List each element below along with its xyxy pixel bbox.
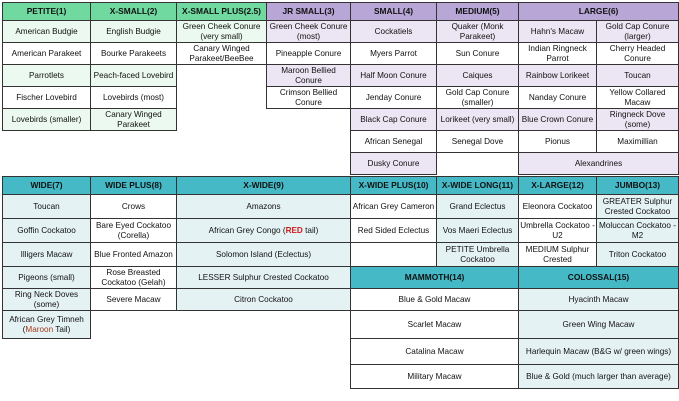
mammoth-cell: Catalina Macaw [351,339,519,365]
empty-cell [177,131,267,153]
empty-cell [91,365,177,389]
small-cell: Myers Parrot [351,43,437,65]
small-cell: Jenday Conure [351,87,437,109]
jr-small-cell: Green Cheek Conure (most) [267,21,351,43]
large-cell: Rainbow Lorikeet [519,65,597,87]
x-large-cell: Eleonora Cockatoo [519,195,597,219]
x-wide-cell: LESSER Sulphur Crested Cockatoo [177,267,351,289]
medium-cell: Caiques [437,65,519,87]
small-cell: African Senegal [351,131,437,153]
wide-plus-cell: Rose Breasted Cockatoo (Gelah) [91,267,177,289]
medium-cell: Sun Conure [437,43,519,65]
empty-cell [91,311,177,339]
large-cell: Toucan [597,65,679,87]
large-cell: Cherry Headed Conure [597,43,679,65]
empty-cell [3,339,91,365]
colossal-cell: Hyacinth Macaw [519,289,679,311]
large-cell: Maximillian [597,131,679,153]
petite-cell: Fischer Lovebird [3,87,91,109]
empty-cell [91,153,177,175]
header-colossal: COLOSSAL(15) [519,267,679,289]
large-cell: Yellow Collared Macaw [597,87,679,109]
header-medium: MEDIUM(5) [437,3,519,21]
maroon-tail-highlight: Maroon [25,324,54,334]
small-cell: Dusky Conure [351,153,437,175]
empty-cell [177,109,267,131]
x-wide-long-cell: Vos Maeri Eclectus [437,219,519,243]
jumbo-cell: Moluccan Cockatoo - M2 [597,219,679,243]
small-cell: Half Moon Conure [351,65,437,87]
empty-cell [3,131,91,153]
bottom-size-table [2,176,679,389]
large-cell: Indian Ringneck Parrot [519,43,597,65]
header-wide-plus: WIDE PLUS(8) [91,177,177,195]
wide-plus-cell: Blue Fronted Amazon [91,243,177,267]
header-jumbo: JUMBO(13) [597,177,679,195]
header-x-small: X-SMALL(2) [91,3,177,21]
colossal-cell: Harlequin Macaw (B&G w/ green wings) [519,339,679,365]
x-wide-cell: Citron Cockatoo [177,289,351,311]
jr-small-cell: Crimson Bellied Conure [267,87,351,109]
wide-plus-cell: Crows [91,195,177,219]
empty-cell [3,365,91,389]
empty-cell [267,131,351,153]
empty-cell [177,87,267,109]
petite-cell: Lovebirds (smaller) [3,109,91,131]
medium-cell: Gold Cap Conure (smaller) [437,87,519,109]
x-wide-long-cell: PETITE Umbrella Cockatoo [437,243,519,267]
wide-plus-cell: Bare Eyed Cockatoo (Corella) [91,219,177,243]
x-small-plus-cell: Canary Winged Parakeet/BeeBee [177,43,267,65]
medium-cell: Quaker (Monk Parakeet) [437,21,519,43]
wide-cell: Ring Neck Doves (some) [3,289,91,311]
x-large-cell: MEDIUM Sulphur Crested [519,243,597,267]
wide-cell: Pigeons (small) [3,267,91,289]
x-wide-cell [177,219,351,243]
large-cell: Blue Crown Conure [519,109,597,131]
x-wide-plus-cell: Red Sided Eclectus [351,219,437,243]
red-tail-highlight: RED [285,225,303,235]
large-cell: Hahn's Macaw [519,21,597,43]
header-x-wide-long: X-WIDE LONG(11) [437,177,519,195]
x-wide-cell: Solomon Island (Eclectus) [177,243,351,267]
jumbo-cell: Triton Cockatoo [597,243,679,267]
small-cell: Cockatiels [351,21,437,43]
medium-cell: Lorikeet (very small) [437,109,519,131]
colossal-cell: Green Wing Macaw [519,311,679,339]
small-cell: Black Cap Conure [351,109,437,131]
empty-cell [3,153,91,175]
x-small-cell: English Budgie [91,21,177,43]
colossal-cell: Blue & Gold (much larger than average) [519,365,679,389]
header-x-large: X-LARGE(12) [519,177,597,195]
large-cell: Ringneck Dove (some) [597,109,679,131]
medium-cell: Senegal Dove [437,131,519,153]
wide-cell: Illigers Macaw [3,243,91,267]
mammoth-cell: Military Macaw [351,365,519,389]
x-wide-long-cell: Grand Eclectus [437,195,519,219]
header-wide: WIDE(7) [3,177,91,195]
empty-cell [91,339,177,365]
mammoth-cell: Blue & Gold Macaw [351,289,519,311]
x-wide-congo-post: tail) [302,225,319,235]
empty-cell [437,153,519,175]
empty-cell [177,153,267,175]
header-x-wide: X-WIDE(9) [177,177,351,195]
wide-cell: Toucan [3,195,91,219]
empty-cell [351,243,437,267]
large-cell: Nanday Conure [519,87,597,109]
mammoth-cell: Scarlet Macaw [351,311,519,339]
header-jr-small: JR SMALL(3) [267,3,351,21]
timneh-pre: African Grey Timneh ( [9,315,84,334]
x-large-cell: Umbrella Cockatoo - U2 [519,219,597,243]
header-large: LARGE(6) [519,3,679,21]
empty-cell [91,131,177,153]
empty-cell [177,311,351,339]
empty-cell [267,153,351,175]
empty-cell [177,65,267,87]
header-petite: PETITE(1) [3,3,91,21]
x-wide-congo-pre: African Grey Congo ( [208,225,286,235]
x-small-cell: Peach-faced Lovebird [91,65,177,87]
jumbo-cell: GREATER Sulphur Crested Cockatoo [597,195,679,219]
x-small-cell: Canary Winged Parakeet [91,109,177,131]
timneh-post: Tail) [53,324,71,334]
petite-cell: Parrotlets [3,65,91,87]
empty-cell [267,109,351,131]
wide-plus-cell: Severe Macaw [91,289,177,311]
header-mammoth: MAMMOTH(14) [351,267,519,289]
top-size-table [2,2,679,175]
petite-cell: American Parakeet [3,43,91,65]
header-x-small-plus: X-SMALL PLUS(2.5) [177,3,267,21]
empty-cell [177,365,351,389]
jr-small-cell: Maroon Bellied Conure [267,65,351,87]
x-wide-plus-cell: African Grey Cameron [351,195,437,219]
large-cell: Pionus [519,131,597,153]
large-span-cell: Alexandrines [519,153,679,175]
x-small-plus-cell: Green Cheek Conure (very small) [177,21,267,43]
jr-small-cell: Pineapple Conure [267,43,351,65]
large-cell: Gold Cap Conure (larger) [597,21,679,43]
empty-cell [177,339,351,365]
x-small-cell: Lovebirds (most) [91,87,177,109]
header-small: SMALL(4) [351,3,437,21]
x-wide-cell: Amazons [177,195,351,219]
wide-cell: Goffin Cockatoo [3,219,91,243]
header-x-wide-plus: X-WIDE PLUS(10) [351,177,437,195]
petite-cell: American Budgie [3,21,91,43]
wide-cell [3,311,91,339]
x-small-cell: Bourke Parakeets [91,43,177,65]
